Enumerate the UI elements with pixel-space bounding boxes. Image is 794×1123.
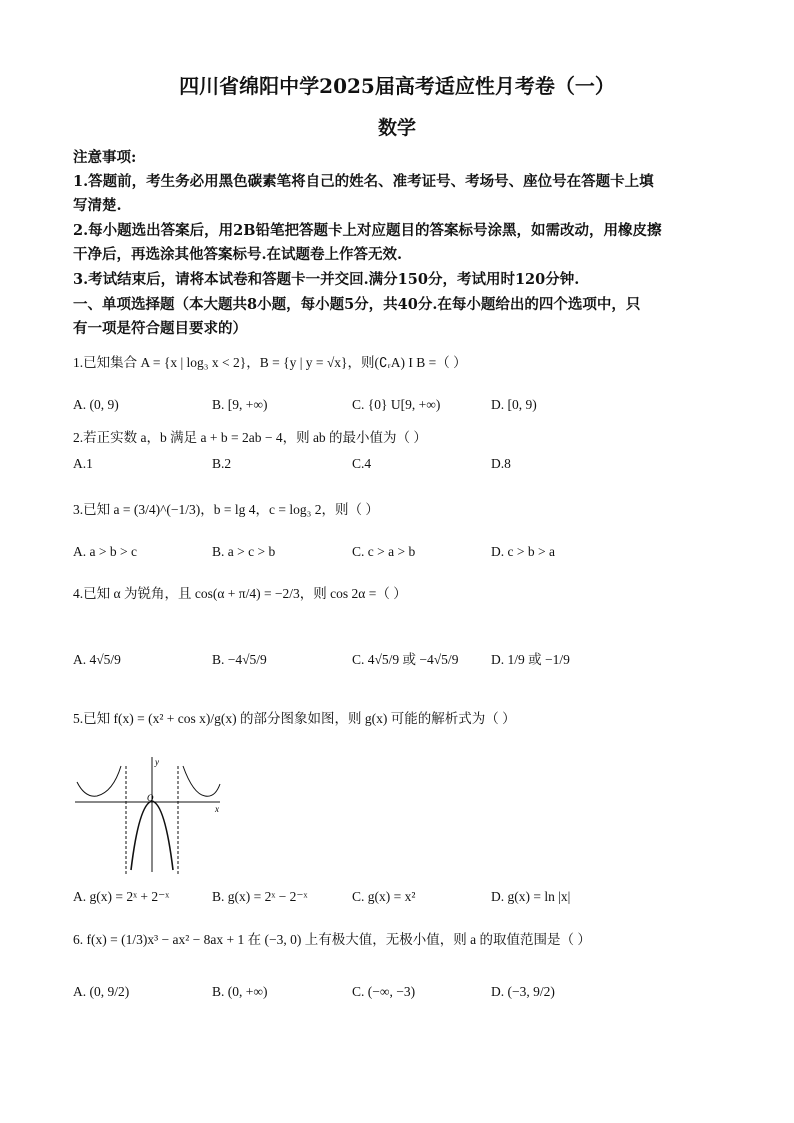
q2-option-a: A.1 xyxy=(73,456,93,471)
q6-option-d: D. (−3, 9/2) xyxy=(491,984,555,999)
question-3-stem: 3.已知 a = (3/4)^(−1/3)，b = lg 4，c = log₃ 2，则（ ） xyxy=(73,502,379,517)
x-axis-label: x xyxy=(215,804,219,814)
q2-option-d: D.8 xyxy=(491,456,511,471)
note-2a: 2.每小题选出答案后，用2B铅笔把答题卡上对应题目的答案标号涂黑，如需改动，用橡皮擦 xyxy=(73,222,662,239)
q4-option-a: A. 4√5/9 xyxy=(73,652,121,667)
q1-option-b: B. [9, +∞) xyxy=(212,397,268,412)
y-axis-label: y xyxy=(155,757,159,767)
curve-left xyxy=(77,766,121,796)
q2-option-c: C.4 xyxy=(352,456,372,471)
question-2-stem: 2.若正实数 a，b 满足 a + b = 2ab − 4，则 ab 的最小值为（ ） xyxy=(73,430,427,445)
function-graph xyxy=(75,752,225,877)
note-2b: 干净后，再选涂其他答案标号.在试题卷上作答无效. xyxy=(73,246,403,263)
notes-heading: 注意事项: xyxy=(73,149,137,166)
section-heading-1: 一、单项选择题（本大题共8小题，每小题5分，共40分.在每小题给出的四个选项中，只 xyxy=(73,296,641,313)
origin-label: O xyxy=(147,793,154,803)
q6-option-b: B. (0, +∞) xyxy=(212,984,268,999)
q4-option-c: C. 4√5/9 或 −4√5/9 xyxy=(352,652,459,667)
section-heading-2: 有一项是符合题目要求的） xyxy=(73,320,247,337)
q6-option-c: C. (−∞, −3) xyxy=(352,984,416,999)
q4-option-b: B. −4√5/9 xyxy=(212,652,267,667)
note-1b: 写清楚. xyxy=(73,197,122,214)
question-6-stem: 6. f(x) = (1/3)x³ − ax² − 8ax + 1 在 (−3, 0) 上有极大值，无极小值，则 a 的取值范围是（ ） xyxy=(73,932,591,947)
q3-option-a: A. a > b > c xyxy=(73,544,137,559)
question-1-stem: 1.已知集合 A = {x | log₃ x < 2}，B = {y | y = √x}，则(∁ᵣA) I B =（ ） xyxy=(73,355,467,370)
note-1a: 1.答题前，考生务必用黑色碳素笔将自己的姓名、准考证号、考场号、座位号在答题卡上填 xyxy=(73,173,654,190)
q5-option-a: A. g(x) = 2ˣ + 2⁻ˣ xyxy=(73,889,170,904)
q2-option-b: B.2 xyxy=(212,456,232,471)
q5-option-b: B. g(x) = 2ˣ − 2⁻ˣ xyxy=(212,889,308,904)
q5-option-d: D. g(x) = ln |x| xyxy=(491,889,571,904)
curve-right xyxy=(183,766,220,796)
q1-option-d: D. [0, 9) xyxy=(491,397,537,412)
q4-option-d: D. 1/9 或 −1/9 xyxy=(491,652,570,667)
q6-option-a: A. (0, 9/2) xyxy=(73,984,130,999)
page-title: 四川省绵阳中学2025届高考适应性月考卷（一） xyxy=(179,74,615,98)
question-4-stem: 4.已知 α 为锐角，且 cos(α + π/4) = −2/3，则 cos 2α =（ ） xyxy=(73,586,407,601)
note-3: 3.考试结束后，请将本试卷和答题卡一并交回.满分150分，考试用时120分钟. xyxy=(73,271,580,288)
q3-option-c: C. c > a > b xyxy=(352,544,416,559)
q3-option-b: B. a > c > b xyxy=(212,544,276,559)
q1-option-a: A. (0, 9) xyxy=(73,397,119,412)
subject-title: 数学 xyxy=(377,117,416,139)
q1-option-c: C. {0} U[9, +∞) xyxy=(352,397,441,412)
question-5-stem: 5.已知 f(x) = (x² + cos x)/g(x) 的部分图象如图，则 g(x) 可能的解析式为（ ） xyxy=(73,711,516,726)
q5-option-c: C. g(x) = x² xyxy=(352,889,416,904)
q3-option-d: D. c > b > a xyxy=(491,544,555,559)
